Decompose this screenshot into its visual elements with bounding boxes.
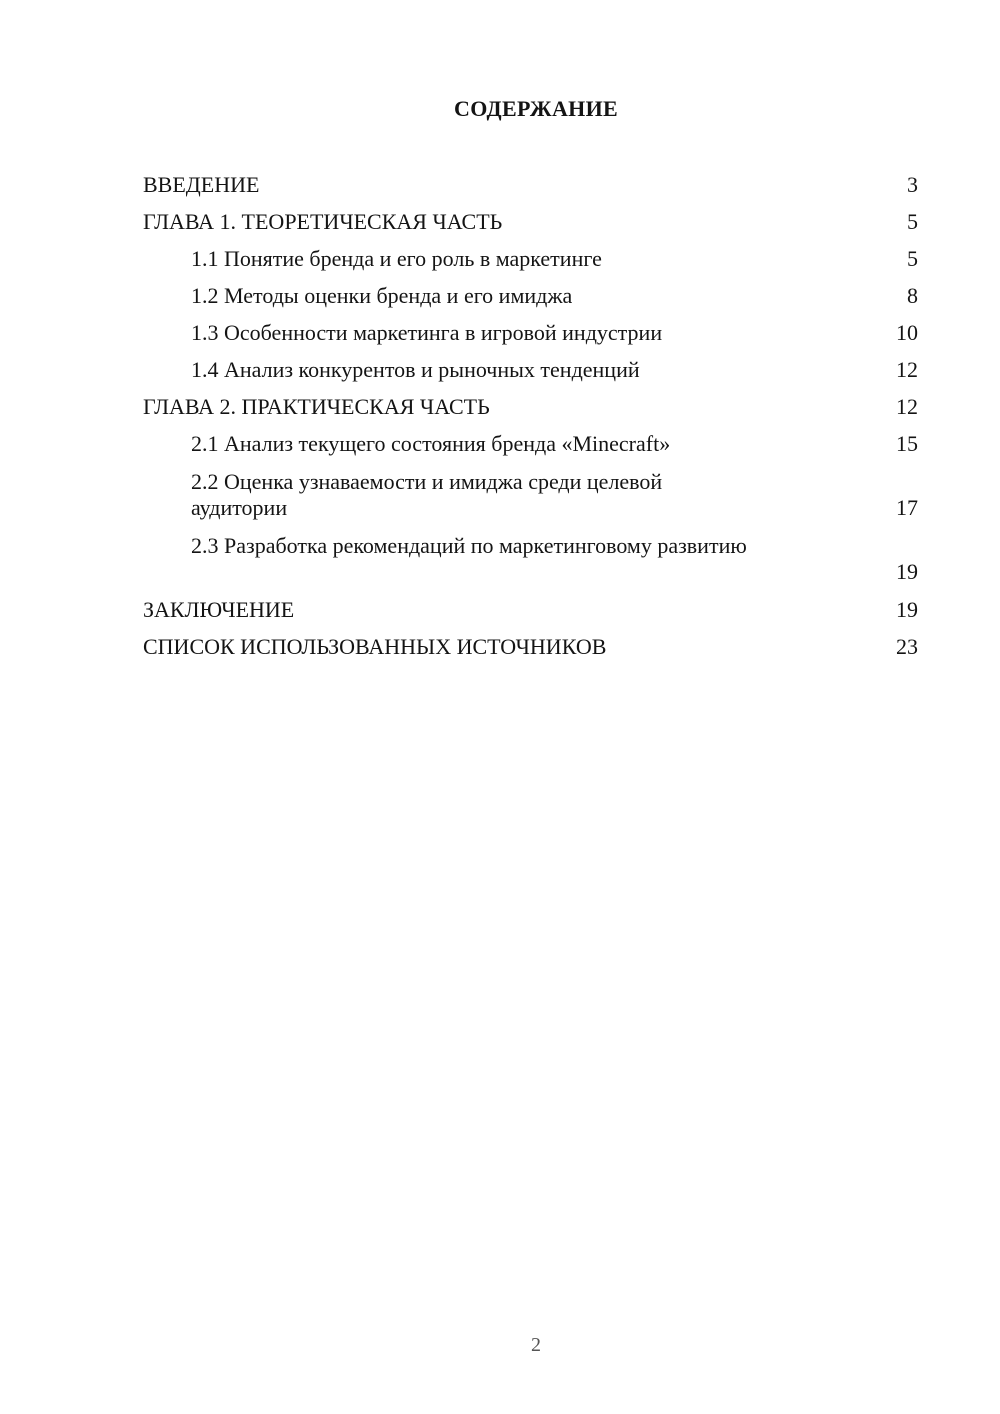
toc-entry-page: 19: [896, 559, 918, 584]
page-title: СОДЕРЖАНИЕ: [454, 96, 618, 121]
page-number: 2: [531, 1334, 541, 1356]
toc-entry-label: 1.4 Анализ конкурентов и рыночных тенденций: [191, 357, 640, 382]
toc-entry-section-2-3[interactable]: [191, 533, 918, 585]
toc-entry-page: 12: [896, 394, 918, 419]
toc-entry-page: 5: [907, 246, 918, 271]
toc-entry-introduction[interactable]: [143, 172, 918, 198]
toc-entry-conclusion[interactable]: [143, 597, 918, 623]
toc-entry-section-1-4[interactable]: [191, 357, 918, 383]
toc-entry-label: 2.3 Разработка рекомендаций по маркетинговому развитию: [191, 533, 747, 558]
toc-entry-section-1-2[interactable]: [191, 283, 918, 309]
toc-entry-label: 2.1 Анализ текущего состояния бренда «Minecraft»: [191, 431, 671, 456]
toc-entry-label: 2.2 Оценка узнаваемости и имиджа среди целевой аудитории: [191, 469, 663, 520]
toc-entry-section-1-1[interactable]: [191, 246, 918, 272]
toc-entry-label: СПИСОК ИСПОЛЬЗОВАННЫХ ИСТОЧНИКОВ: [143, 634, 607, 659]
toc-entry-section-2-1[interactable]: [191, 431, 918, 457]
toc-entry-label: ГЛАВА 2. ПРАКТИЧЕСКАЯ ЧАСТЬ: [143, 394, 490, 419]
toc-entry-label: 1.2 Методы оценки бренда и его имиджа: [191, 283, 573, 308]
toc-entry-label: 1.1 Понятие бренда и его роль в маркетинге: [191, 246, 602, 271]
toc-entry-page: 3: [907, 172, 918, 197]
toc-entry-chapter-1[interactable]: [143, 209, 918, 235]
toc-entry-page: 12: [896, 357, 918, 382]
toc-entry-label: ГЛАВА 1. ТЕОРЕТИЧЕСКАЯ ЧАСТЬ: [143, 209, 503, 234]
toc-entry-page: 8: [907, 283, 918, 308]
toc-entry-page: 15: [896, 431, 918, 456]
toc-entry-label: 1.3 Особенности маркетинга в игровой индустрии: [191, 320, 663, 345]
toc-entry-page: 17: [896, 495, 918, 520]
toc-entry-page: 19: [896, 597, 918, 622]
toc-entry-chapter-2[interactable]: [143, 394, 918, 420]
toc-entry-label: ЗАКЛЮЧЕНИЕ: [143, 597, 295, 622]
toc-entry-references[interactable]: [143, 634, 918, 660]
toc-entry-page: 5: [907, 209, 918, 234]
toc-entry-page: 23: [896, 634, 918, 659]
toc-entry-page: 10: [896, 320, 918, 345]
toc-entry-section-1-3[interactable]: [191, 320, 918, 346]
toc-entry-label: ВВЕДЕНИЕ: [143, 172, 260, 197]
toc-entry-section-2-2[interactable]: [191, 469, 918, 521]
